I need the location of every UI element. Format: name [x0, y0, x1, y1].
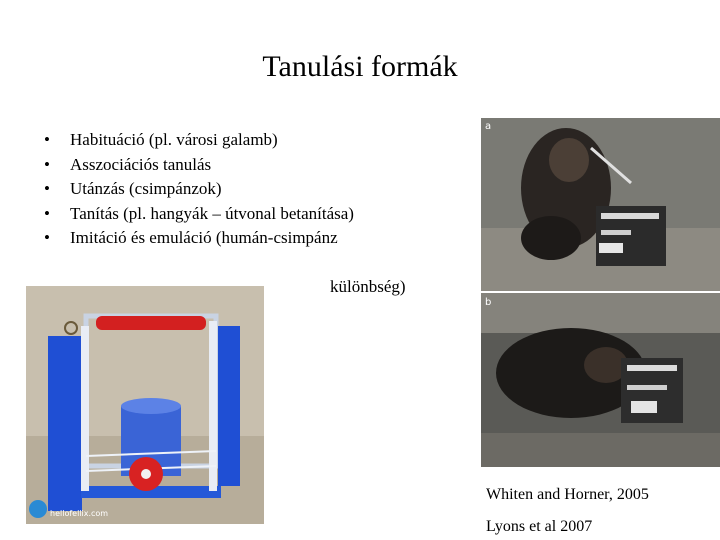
- chimpanzee-photo-a: [481, 118, 720, 291]
- bullet-item: • Tanítás (pl. hangyák – útvonal betanítása): [44, 202, 354, 227]
- chimpanzee-photo-b: [481, 293, 720, 467]
- bullet-item: • Imitáció és emuláció (humán-csimpánz: [44, 226, 354, 251]
- watermark: hellofellix.com: [50, 509, 109, 518]
- photo-label-a: a: [485, 121, 492, 132]
- bullet-dot-icon: •: [44, 179, 50, 198]
- bullet-continuation: különbség): [330, 277, 406, 296]
- bullet-dot-icon: •: [44, 203, 50, 223]
- bullet-item: • Utánzás (csimpánzok): [44, 177, 354, 202]
- bullet-item: • Habituáció (pl. városi galamb): [44, 128, 354, 153]
- slide-title: Tanulási formák: [262, 50, 458, 83]
- bullet-item: • Asszociációs tanulás: [44, 153, 354, 178]
- puzzle-box-photo: [26, 286, 264, 524]
- bullet-list: [44, 128, 354, 251]
- bullet-dot-icon: •: [44, 130, 50, 149]
- bullet-dot-icon: •: [44, 228, 50, 247]
- citation-lyons: Lyons et al 2007: [486, 518, 593, 535]
- bullet-dot-icon: •: [44, 154, 50, 174]
- photo-label-b: b: [485, 297, 492, 308]
- citation-whiten-horner: Whiten and Horner, 2005: [486, 486, 649, 503]
